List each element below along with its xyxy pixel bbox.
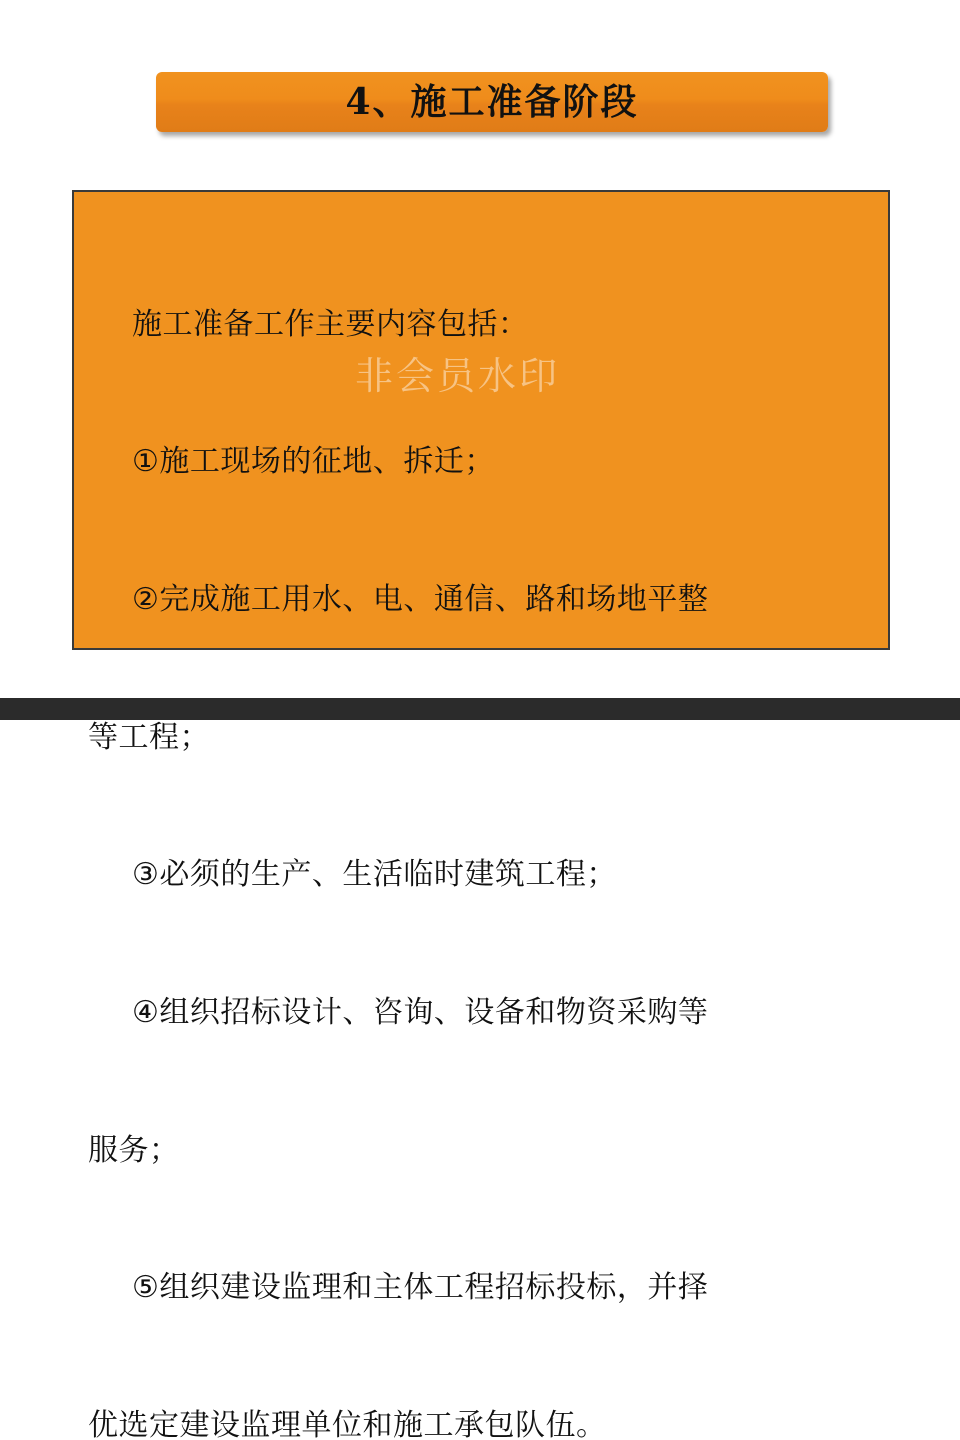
content-box [72, 190, 890, 1440]
content-line-7: 服务； [88, 1132, 180, 1168]
watermark-text: 非会员水印 [355, 354, 561, 398]
content-line-2: ①施工现场的征地、拆迁； [132, 444, 495, 480]
content-line-8: ⑤组织建设监理和主体工程招标投标，并择 [132, 1270, 709, 1306]
content-line-3: ②完成施工用水、电、通信、路和场地平整 [132, 582, 709, 618]
slide-title-banner [156, 72, 828, 132]
page-title: 4、施工准备阶段 [345, 81, 639, 123]
content-text [88, 210, 874, 1440]
content-line-6: ④组织招标设计、咨询、设备和物资采购等 [132, 995, 709, 1031]
content-line-9: 优选定建设监理单位和施工承包队伍。 [88, 1408, 607, 1440]
content-line-1: 施工准备工作主要内容包括： [132, 306, 529, 342]
content-line-4: 等工程； [88, 719, 210, 755]
bottom-bar [0, 698, 960, 720]
content-line-5: ③必须的生产、生活临时建筑工程； [132, 857, 617, 893]
